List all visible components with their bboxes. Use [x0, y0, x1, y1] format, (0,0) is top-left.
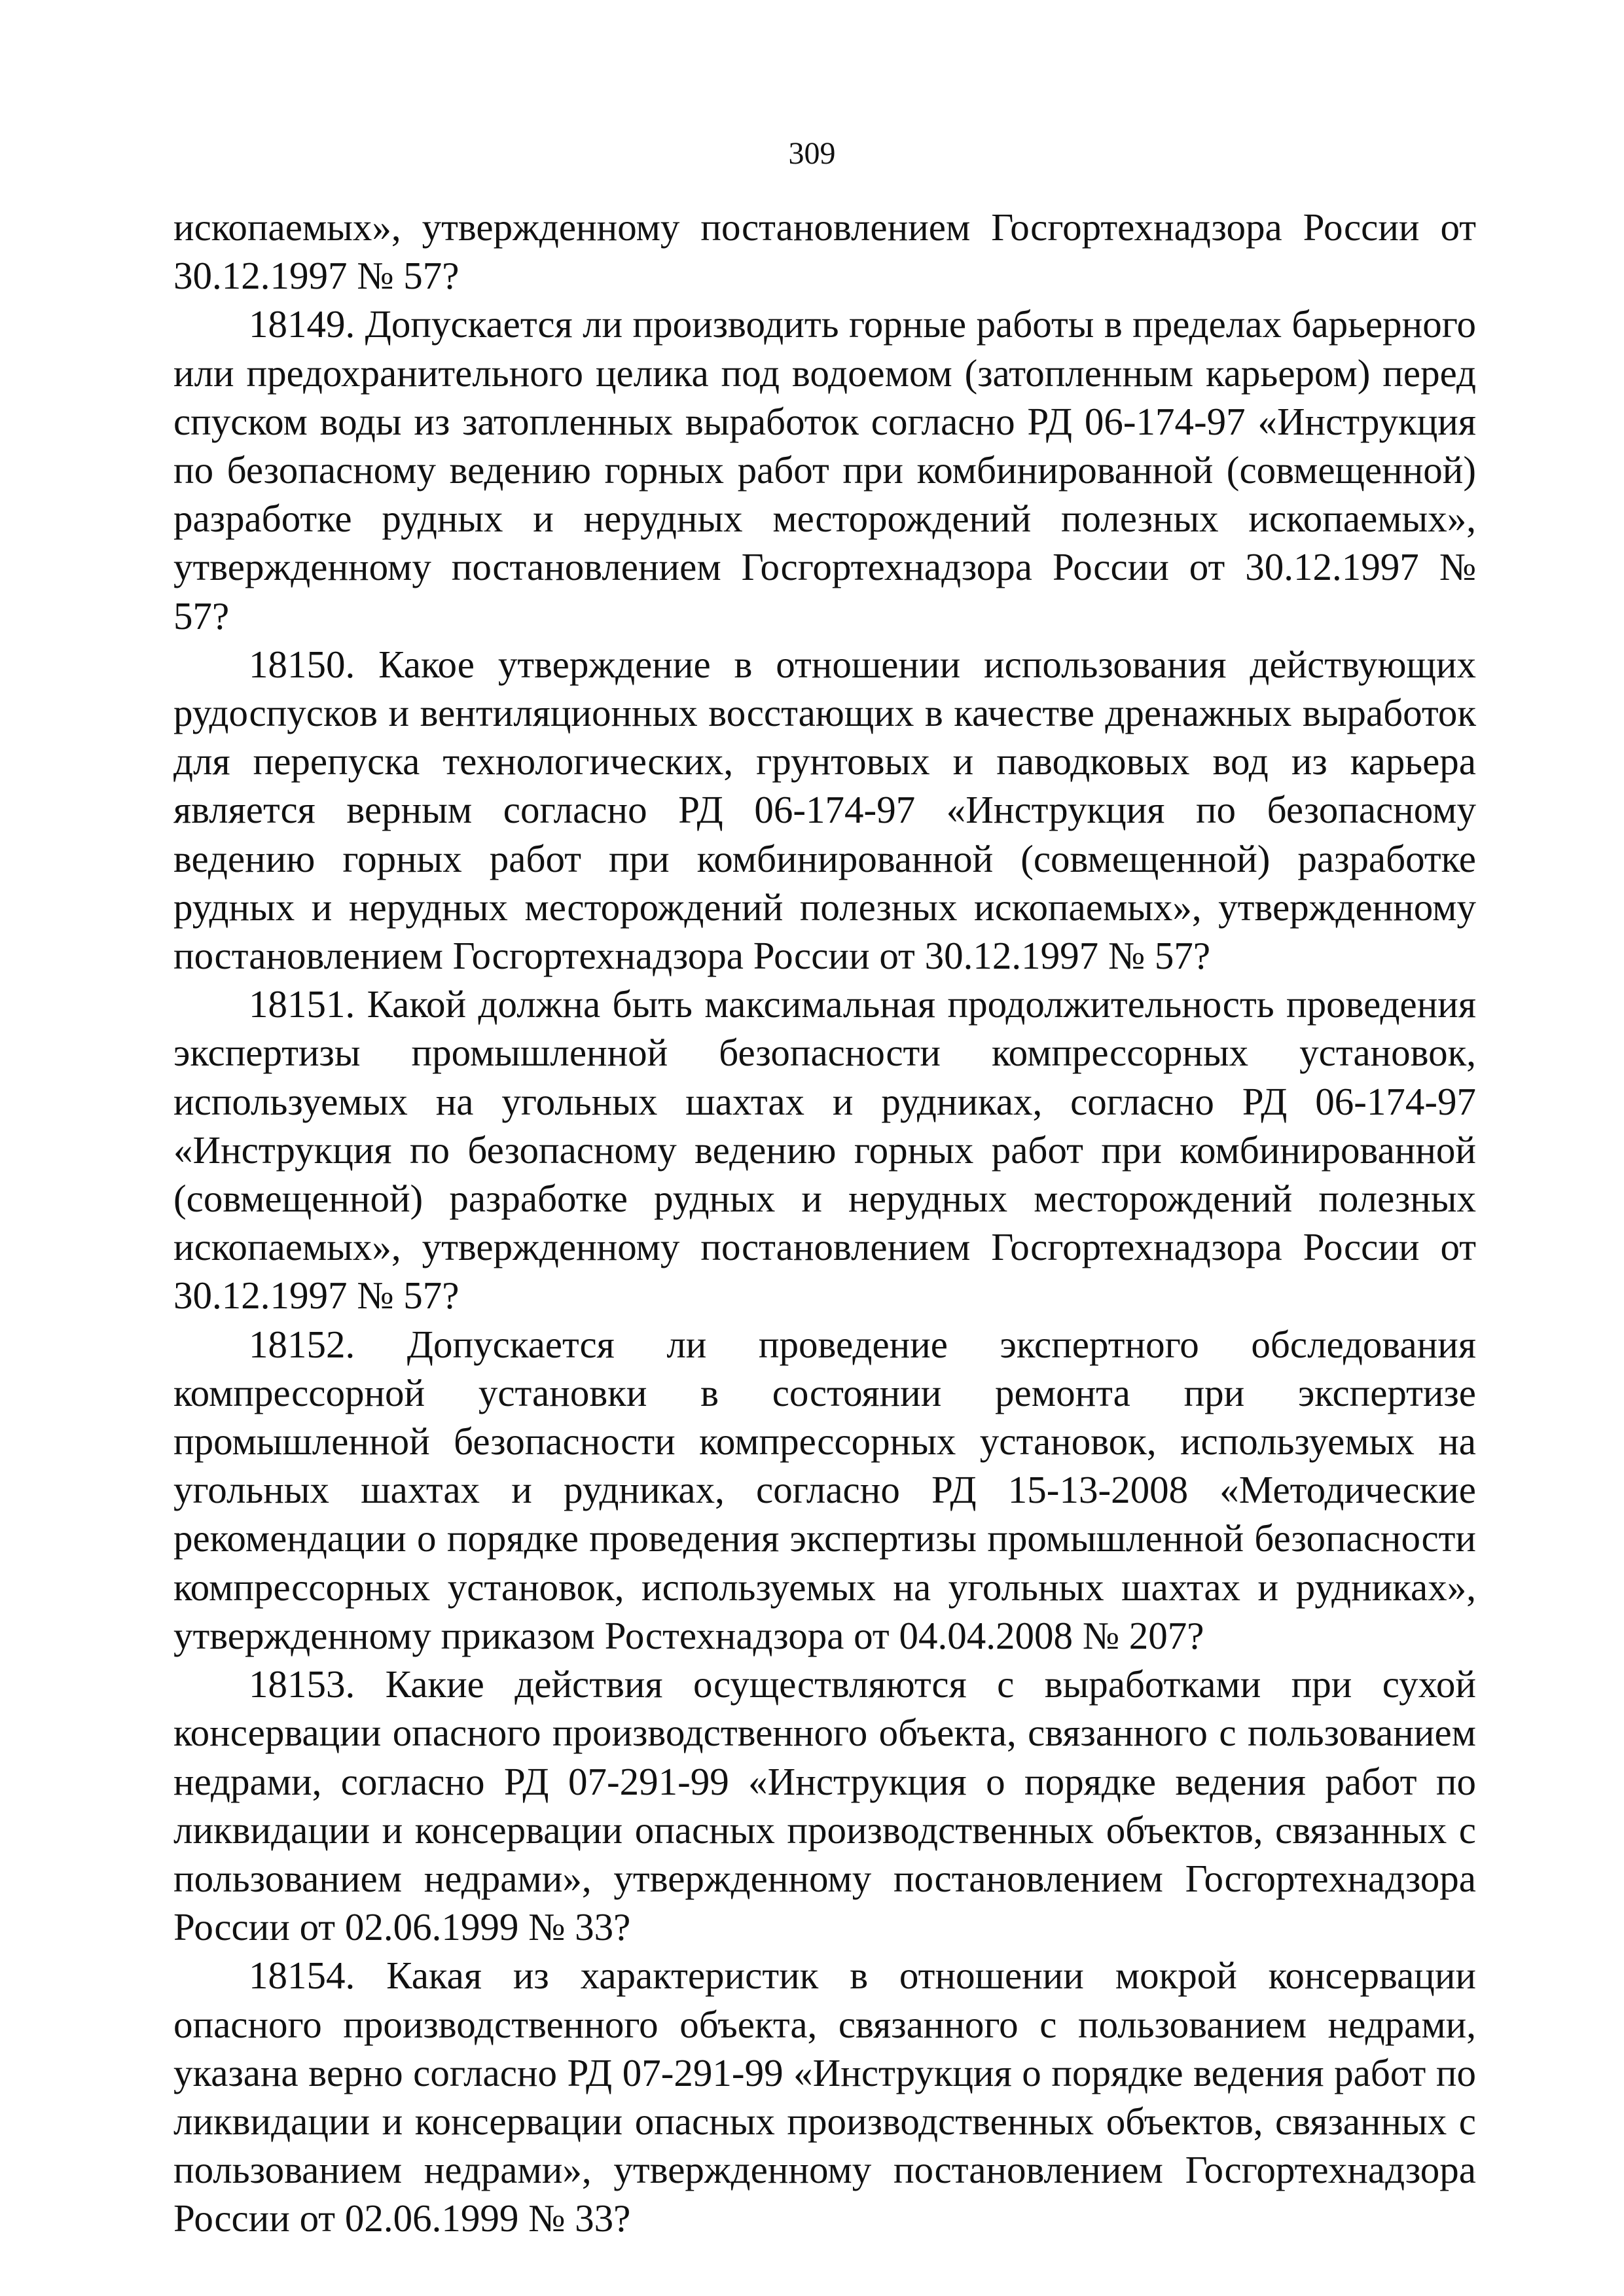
- question-18154: 18154. Какая из характеристик в отношении мокрой консервации опасного производственного объекта, связанного с пользованием недрами, указана верно согласно РД 07-291-99 «Инструкция о порядке ведения работ по ликвидации и консервации опасных производственных объектов, связанных с пользованием недрами», утвержденному постановлением Госгортехнадзора России от 02.06.1999 № 33?: [173, 1954, 1476, 2240]
- question-18149: 18149. Допускается ли производить горные работы в пределах барьерного или предохранительного целика под водоемом (затопленным карьером) перед спуском воды из затопленных выработок согласно РД 06-174-97 «Инструкция по безопасному ведению горных работ при комбинированной (совмещенной) разработке рудных и нерудных месторождений полезных ископаемых», утвержденному постановлением Госгортехнадзора России от 30.12.1997 № 57?: [173, 302, 1476, 637]
- question-18150: 18150. Какое утверждение в отношении использования действующих рудоспусков и вентиляционных восстающих в качестве дренажных выработок для перепуска технологических, грунтовых и паводковых вод из карьера является верным согласно РД 06-174-97 «Инструкция по безопасному ведению горных работ при комбинированной (совмещенной) разработке рудных и нерудных месторождений полезных ископаемых», утвержденному постановлением Госгортехнадзора России от 30.12.1997 № 57?: [173, 642, 1476, 978]
- paragraph-continuation: ископаемых», утвержденному постановлением Госгортехнадзора России от 30.12.1997 № 57?: [173, 206, 1476, 298]
- question-18153: 18153. Какие действия осуществляются с выработками при сухой консервации опасного производственного объекта, связанного с пользованием недрами, согласно РД 07-291-99 «Инструкция о порядке ведения работ по ликвидации и консервации опасных производственных объектов, связанных с пользованием недрами», утвержденному постановлением Госгортехнадзора России от 02.06.1999 № 33?: [173, 1662, 1476, 1949]
- document-body: [173, 203, 1476, 2243]
- page-number: 309: [788, 136, 836, 171]
- question-18152: 18152. Допускается ли проведение экспертного обследования компрессорной установки в состоянии ремонта при экспертизе промышленной безопасности компрессорных установок, используемых на угольных шахтах и рудниках, согласно РД 15-13-2008 «Методические рекомендации о порядке проведения экспертизы промышленной безопасности компрессорных установок, используемых на угольных шахтах и рудниках», утвержденному приказом Ростехнадзора от 04.04.2008 № 207?: [173, 1322, 1476, 1657]
- question-18151: 18151. Какой должна быть максимальная продолжительность проведения экспертизы промышленной безопасности компрессорных установок, используемых на угольных шахтах и рудниках, согласно РД 06-174-97 «Инструкция по безопасному ведению горных работ при комбинированной (совмещенной) разработке рудных и нерудных месторождений полезных ископаемых», утвержденному постановлением Госгортехнадзора России от 30.12.1997 № 57?: [173, 982, 1476, 1318]
